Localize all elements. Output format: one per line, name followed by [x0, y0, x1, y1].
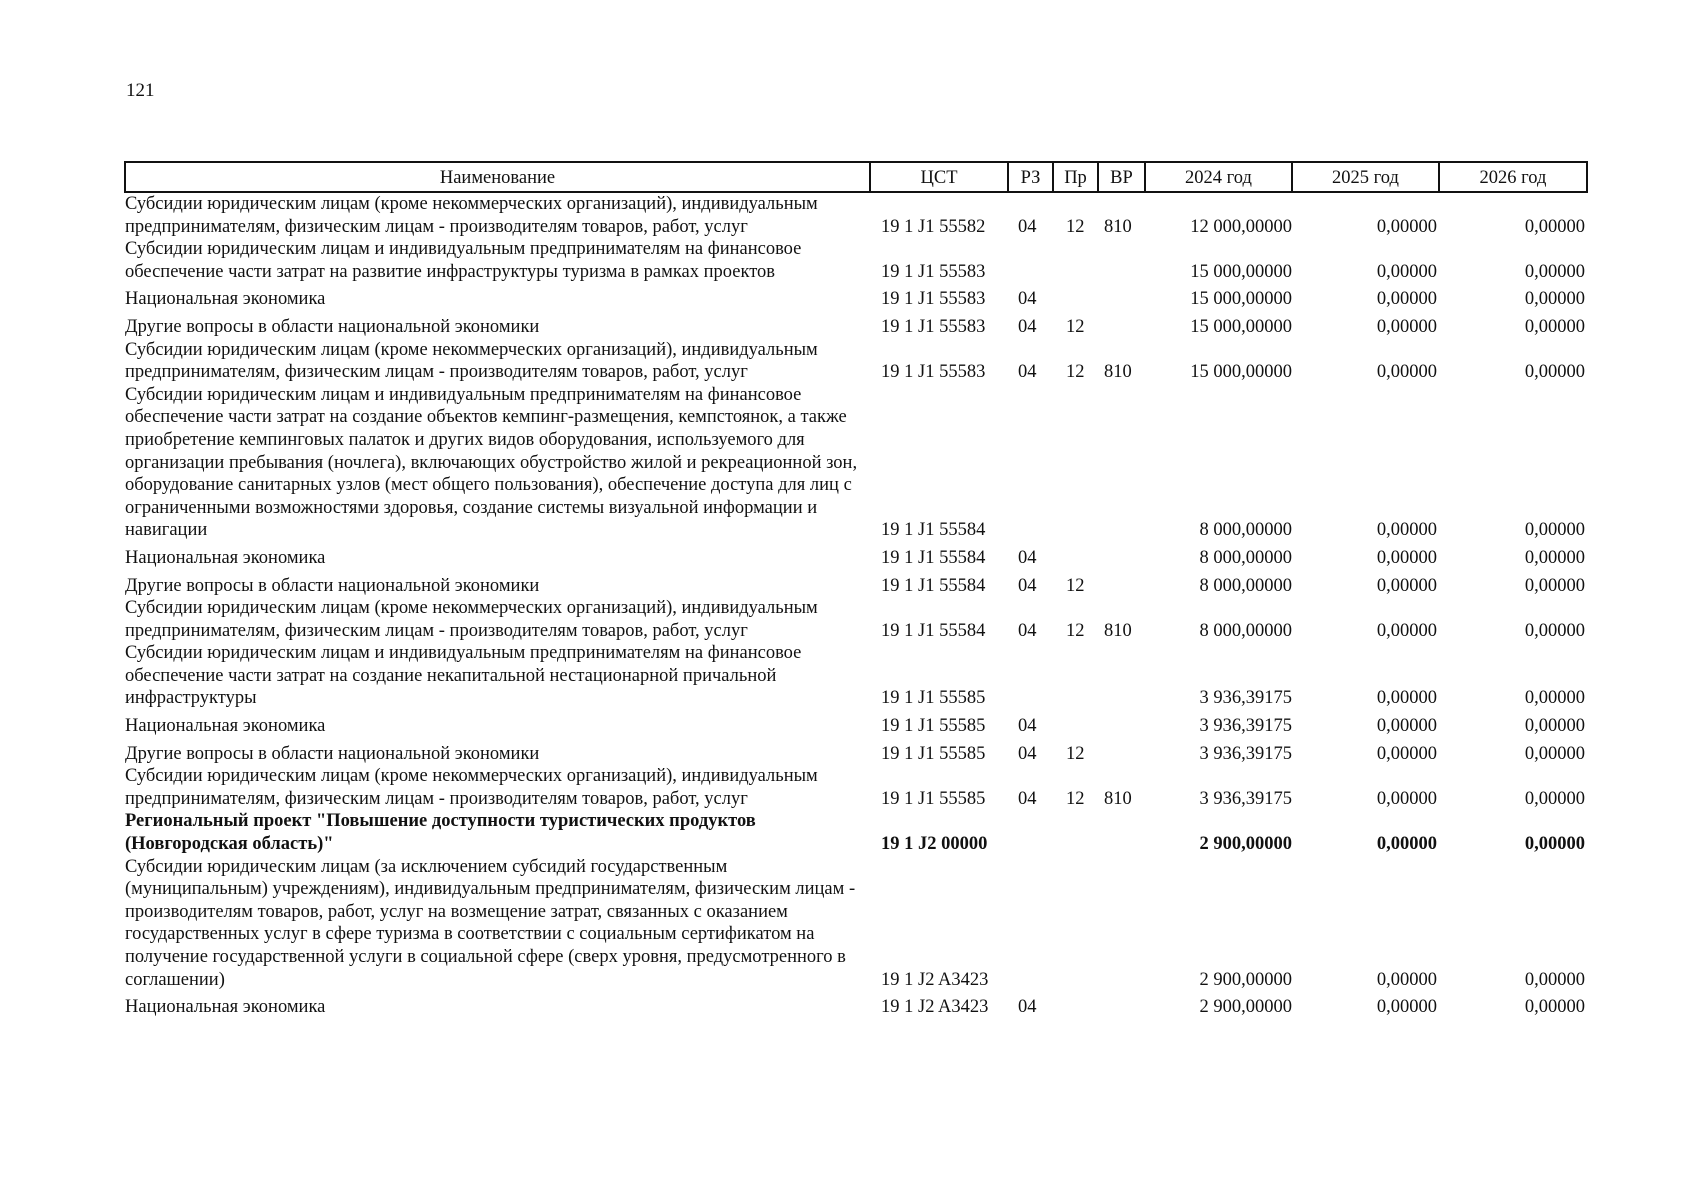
cell-name: Другие вопросы в области национальной экономики [125, 743, 540, 764]
cell-rz: 04 [1018, 316, 1037, 337]
cell-cst: 19 1 J1 55585 [881, 688, 986, 709]
cell-cst: 19 1 J1 55582 [881, 216, 986, 237]
cell-vr [1098, 856, 1145, 992]
cell-y2024: 8 000,00000 [1199, 520, 1292, 541]
cell-cst: 19 1 J1 55585 [881, 743, 986, 764]
cell-y2026: 0,00000 [1524, 743, 1585, 764]
cell-pr [1053, 384, 1098, 542]
cell-pr: 12 [1066, 216, 1085, 237]
cell-y2024: 3 936,39175 [1199, 716, 1292, 737]
cell-y2026: 0,00000 [1524, 716, 1585, 737]
cell-y2026: 0,00000 [1524, 547, 1585, 568]
cell-rz: 04 [1018, 788, 1037, 809]
cell-y2024: 3 936,39175 [1199, 688, 1292, 709]
cell-cst: 19 1 J1 55583 [881, 289, 986, 310]
cell-pr: 12 [1066, 620, 1085, 641]
cell-vr [1098, 542, 1145, 570]
cell-name: Субсидии юридическим лицам (кроме некоммерческих организаций), индивидуальным предпринимателям, физическим лицам - производителям товаров, работ, услуг [125, 766, 818, 809]
cell-vr: 810 [1104, 788, 1132, 809]
cell-y2026: 0,00000 [1524, 520, 1585, 541]
cell-pr: 12 [1066, 362, 1085, 383]
table-row [125, 642, 1587, 710]
cell-rz: 04 [1018, 547, 1037, 568]
table-row [125, 738, 1587, 766]
cell-pr [1053, 856, 1098, 992]
cell-pr: 12 [1066, 575, 1085, 596]
cell-vr [1098, 991, 1145, 1019]
cell-y2025: 0,00000 [1376, 688, 1437, 709]
cell-cst: 19 1 J1 55585 [881, 716, 986, 737]
cell-vr: 810 [1104, 362, 1132, 383]
cell-y2025: 0,00000 [1376, 316, 1437, 337]
cell-name: Субсидии юридическим лицам и индивидуальным предпринимателям на финансовое обеспечение части затрат на создание некапитальной нестационарной причальной инфраструктуры [125, 643, 802, 709]
cell-cst: 19 1 J1 55585 [881, 788, 986, 809]
cell-rz: 04 [1018, 620, 1037, 641]
cell-y2026: 0,00000 [1524, 834, 1585, 855]
budget-table [124, 161, 1588, 1019]
cell-name: Другие вопросы в области национальной экономики [125, 575, 540, 596]
cell-y2025: 0,00000 [1376, 362, 1437, 383]
header-pr: Пр [1053, 162, 1098, 192]
cell-y2024: 2 900,00000 [1199, 997, 1292, 1018]
cell-y2025: 0,00000 [1376, 716, 1437, 737]
cell-y2025: 0,00000 [1376, 575, 1437, 596]
cell-name: Национальная экономика [125, 716, 326, 737]
cell-y2026: 0,00000 [1524, 289, 1585, 310]
page-number: 121 [126, 80, 155, 101]
cell-vr [1098, 311, 1145, 339]
table-row [125, 311, 1587, 339]
cell-cst: 19 1 J2 00000 [881, 834, 988, 855]
cell-y2025: 0,00000 [1376, 216, 1437, 237]
cell-cst: 19 1 J2 A3423 [881, 969, 989, 990]
cell-pr [1053, 238, 1098, 283]
cell-pr [1053, 642, 1098, 710]
table-body [125, 192, 1587, 1019]
cell-y2024: 15 000,00000 [1190, 316, 1292, 337]
cell-y2026: 0,00000 [1524, 316, 1585, 337]
cell-y2025: 0,00000 [1376, 547, 1437, 568]
cell-y2025: 0,00000 [1376, 788, 1437, 809]
cell-rz: 04 [1018, 289, 1037, 310]
cell-rz: 04 [1018, 997, 1037, 1018]
cell-y2025: 0,00000 [1376, 520, 1437, 541]
cell-cst: 19 1 J2 A3423 [881, 997, 989, 1018]
cell-y2024: 3 936,39175 [1199, 743, 1292, 764]
cell-rz [1008, 642, 1053, 710]
cell-rz [1008, 856, 1053, 992]
table-row [125, 856, 1587, 992]
header-2025: 2025 год [1292, 162, 1439, 192]
cell-name: Субсидии юридическим лицам (за исключением субсидий государственным (муниципальным) учреждениям), индивидуальным предпринимателям, физическим лицам - производителям товаров, работ, услуг на возмещение затрат, связанных с оказанием государственных услуг в сфере туризма в соответствии с социальным сертификатом на получение государственной услуги в социальной сфере (сверх уровня, предусмотренного в соглашении) [125, 856, 856, 990]
cell-y2025: 0,00000 [1376, 289, 1437, 310]
cell-vr [1098, 384, 1145, 542]
cell-pr: 12 [1066, 316, 1085, 337]
header-vr: ВР [1098, 162, 1145, 192]
cell-name: Национальная экономика [125, 289, 326, 310]
cell-y2025: 0,00000 [1376, 969, 1437, 990]
cell-y2024: 15 000,00000 [1190, 289, 1292, 310]
header-2026: 2026 год [1439, 162, 1587, 192]
table-row [125, 570, 1587, 598]
cell-name: Национальная экономика [125, 547, 326, 568]
cell-rz: 04 [1018, 716, 1037, 737]
cell-rz: 04 [1018, 575, 1037, 596]
cell-rz [1008, 810, 1053, 855]
cell-y2024: 2 900,00000 [1199, 969, 1292, 990]
cell-vr [1098, 283, 1145, 311]
table-row [125, 710, 1587, 738]
cell-vr: 810 [1104, 216, 1132, 237]
cell-y2026: 0,00000 [1524, 688, 1585, 709]
cell-pr [1053, 991, 1098, 1019]
cell-rz [1008, 384, 1053, 542]
cell-y2024: 8 000,00000 [1199, 620, 1292, 641]
cell-pr [1053, 283, 1098, 311]
cell-vr [1098, 710, 1145, 738]
cell-rz: 04 [1018, 362, 1037, 383]
table-row [125, 765, 1587, 810]
cell-vr: 810 [1104, 620, 1132, 641]
cell-y2024: 8 000,00000 [1199, 575, 1292, 596]
table-row [125, 238, 1587, 283]
cell-cst: 19 1 J1 55583 [881, 261, 986, 282]
cell-vr [1098, 570, 1145, 598]
cell-y2024: 12 000,00000 [1190, 216, 1292, 237]
cell-cst: 19 1 J1 55583 [881, 362, 986, 383]
cell-y2026: 0,00000 [1524, 362, 1585, 383]
cell-pr: 12 [1066, 788, 1085, 809]
header-rz: РЗ [1008, 162, 1053, 192]
cell-y2024: 15 000,00000 [1190, 362, 1292, 383]
table-row [125, 283, 1587, 311]
cell-vr [1098, 810, 1145, 855]
table-row [125, 810, 1587, 855]
cell-vr [1098, 738, 1145, 766]
cell-vr [1098, 238, 1145, 283]
cell-y2026: 0,00000 [1524, 216, 1585, 237]
cell-name: Субсидии юридическим лицам и индивидуальным предпринимателям на финансовое обеспечение части затрат на развитие инфраструктуры туризма в рамках проектов [125, 239, 802, 282]
cell-cst: 19 1 J1 55583 [881, 316, 986, 337]
cell-y2026: 0,00000 [1524, 997, 1585, 1018]
cell-y2026: 0,00000 [1524, 575, 1585, 596]
cell-y2024: 15 000,00000 [1190, 261, 1292, 282]
cell-y2024: 3 936,39175 [1199, 788, 1292, 809]
cell-y2025: 0,00000 [1376, 834, 1437, 855]
table-row [125, 597, 1587, 642]
cell-pr [1053, 542, 1098, 570]
cell-y2024: 8 000,00000 [1199, 547, 1292, 568]
cell-y2026: 0,00000 [1524, 261, 1585, 282]
cell-y2026: 0,00000 [1524, 788, 1585, 809]
table-row [125, 192, 1587, 238]
cell-name: Субсидии юридическим лицам и индивидуальным предпринимателям на финансовое обеспечение части затрат на создание объектов кемпинг-размещения, кемпстоянок, а также приобретение кемпинговых палаток и других видов оборудования, используемого для организации пребывания (ночлега), включающих обустройство жилой и рекреационной зон, оборудование санитарных узлов (мест общего пользования), обеспечение доступа для лиц с ограниченными возможностями здоровья, создание системы визуальной информации и навигации [125, 384, 858, 541]
header-name: Наименование [125, 162, 870, 192]
cell-rz: 04 [1018, 216, 1037, 237]
cell-name: Региональный проект "Повышение доступности туристических продуктов (Новгородская область)" [125, 811, 756, 855]
cell-name: Субсидии юридическим лицам (кроме некоммерческих организаций), индивидуальным предпринимателям, физическим лицам - производителям товаров, работ, услуг [125, 339, 818, 383]
cell-rz [1008, 238, 1053, 283]
cell-name: Другие вопросы в области национальной экономики [125, 316, 540, 337]
cell-pr [1053, 810, 1098, 855]
cell-vr [1098, 642, 1145, 710]
cell-name: Национальная экономика [125, 997, 326, 1018]
table-row [125, 384, 1587, 542]
cell-name: Субсидии юридическим лицам (кроме некоммерческих организаций), индивидуальным предпринимателям, физическим лицам - производителям товаров, работ, услуг [125, 194, 818, 237]
table-row [125, 339, 1587, 384]
table-row [125, 542, 1587, 570]
cell-pr: 12 [1066, 743, 1085, 764]
cell-y2026: 0,00000 [1524, 620, 1585, 641]
cell-cst: 19 1 J1 55584 [881, 547, 986, 568]
cell-y2025: 0,00000 [1376, 261, 1437, 282]
cell-rz: 04 [1018, 743, 1037, 764]
table-header [125, 162, 1587, 192]
cell-y2024: 2 900,00000 [1199, 834, 1292, 855]
cell-y2026: 0,00000 [1524, 969, 1585, 990]
header-cst: ЦСТ [870, 162, 1008, 192]
cell-y2025: 0,00000 [1376, 620, 1437, 641]
cell-pr [1053, 710, 1098, 738]
cell-cst: 19 1 J1 55584 [881, 520, 986, 541]
table-row [125, 991, 1587, 1019]
cell-y2025: 0,00000 [1376, 997, 1437, 1018]
header-2024: 2024 год [1145, 162, 1292, 192]
cell-cst: 19 1 J1 55584 [881, 620, 986, 641]
cell-y2025: 0,00000 [1376, 743, 1437, 764]
cell-name: Субсидии юридическим лицам (кроме некоммерческих организаций), индивидуальным предпринимателям, физическим лицам - производителям товаров, работ, услуг [125, 598, 818, 641]
cell-cst: 19 1 J1 55584 [881, 575, 986, 596]
